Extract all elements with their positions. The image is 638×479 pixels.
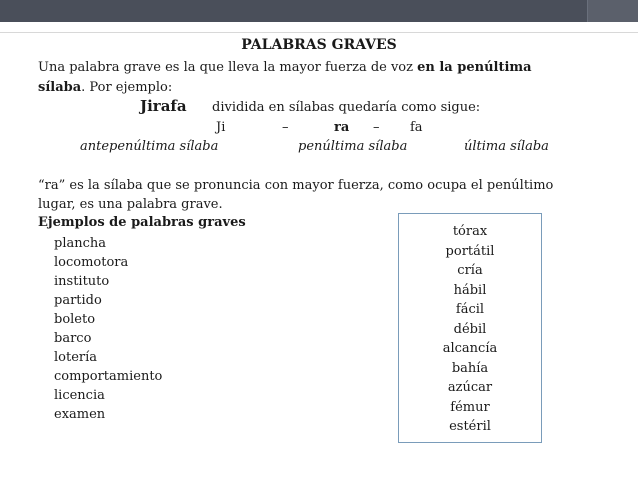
example-description: dividida en sílabas quedaría como sigue:	[212, 100, 481, 115]
list-item: alcancía	[442, 341, 498, 356]
explanation-line-1: “ra” es la sílaba que se pronuncia con mayor fuerza, como ocupa el penúltimo	[38, 178, 554, 193]
list-item: portátil	[445, 243, 495, 259]
list-item: instituto	[54, 274, 110, 289]
list-item: lotería	[54, 350, 98, 365]
syllable-1: Ji	[216, 120, 226, 135]
separator-2: –	[373, 120, 380, 135]
page-title: PALABRAS GRAVES	[241, 37, 397, 53]
intro-text: Una palabra grave es la que lleva la mayor fuerza de voz	[38, 60, 418, 75]
list-item: débil	[453, 321, 487, 337]
intro-line-1	[38, 60, 532, 75]
list-item: bahía	[451, 360, 489, 376]
examples-heading: Ejemplos de palabras graves	[38, 215, 246, 230]
list-item: examen	[54, 407, 106, 422]
list-item: cría	[457, 263, 483, 278]
list-item: fémur	[450, 399, 490, 415]
list-item: licencia	[54, 388, 105, 403]
intro-text-2: . Por ejemplo:	[81, 80, 173, 95]
list-item: azúcar	[447, 380, 493, 395]
label-penultima: penúltima sílaba	[298, 139, 408, 154]
example-word: Jirafa	[140, 97, 187, 115]
list-item: tórax	[452, 224, 488, 239]
top-divider	[0, 22, 638, 33]
list-item: plancha	[54, 236, 107, 251]
word-box	[398, 213, 542, 443]
list-item: comportamiento	[54, 369, 163, 384]
top-bar-accent	[587, 0, 638, 22]
intro-bold-2: sílaba	[38, 80, 82, 95]
list-item: barco	[54, 331, 92, 346]
separator-1: –	[282, 120, 289, 135]
intro-line-2	[38, 80, 172, 95]
list-item: locomotora	[54, 255, 129, 270]
box-word-list	[399, 222, 541, 437]
explanation-line-2: lugar, es una palabra grave.	[38, 197, 223, 212]
list-item: boleto	[54, 312, 96, 327]
list-item: partido	[54, 293, 102, 308]
list-item: fácil	[455, 302, 485, 317]
left-word-list	[54, 234, 162, 424]
list-item: estéril	[449, 419, 491, 434]
label-antepenultima: antepenúltima sílaba	[80, 139, 219, 154]
intro-bold-1: en la penúltima	[417, 60, 532, 75]
label-ultima: última sílaba	[464, 139, 549, 154]
syllable-3: fa	[410, 120, 423, 135]
top-bar	[0, 0, 638, 22]
list-item: hábil	[453, 282, 487, 298]
syllable-2: ra	[334, 120, 350, 135]
